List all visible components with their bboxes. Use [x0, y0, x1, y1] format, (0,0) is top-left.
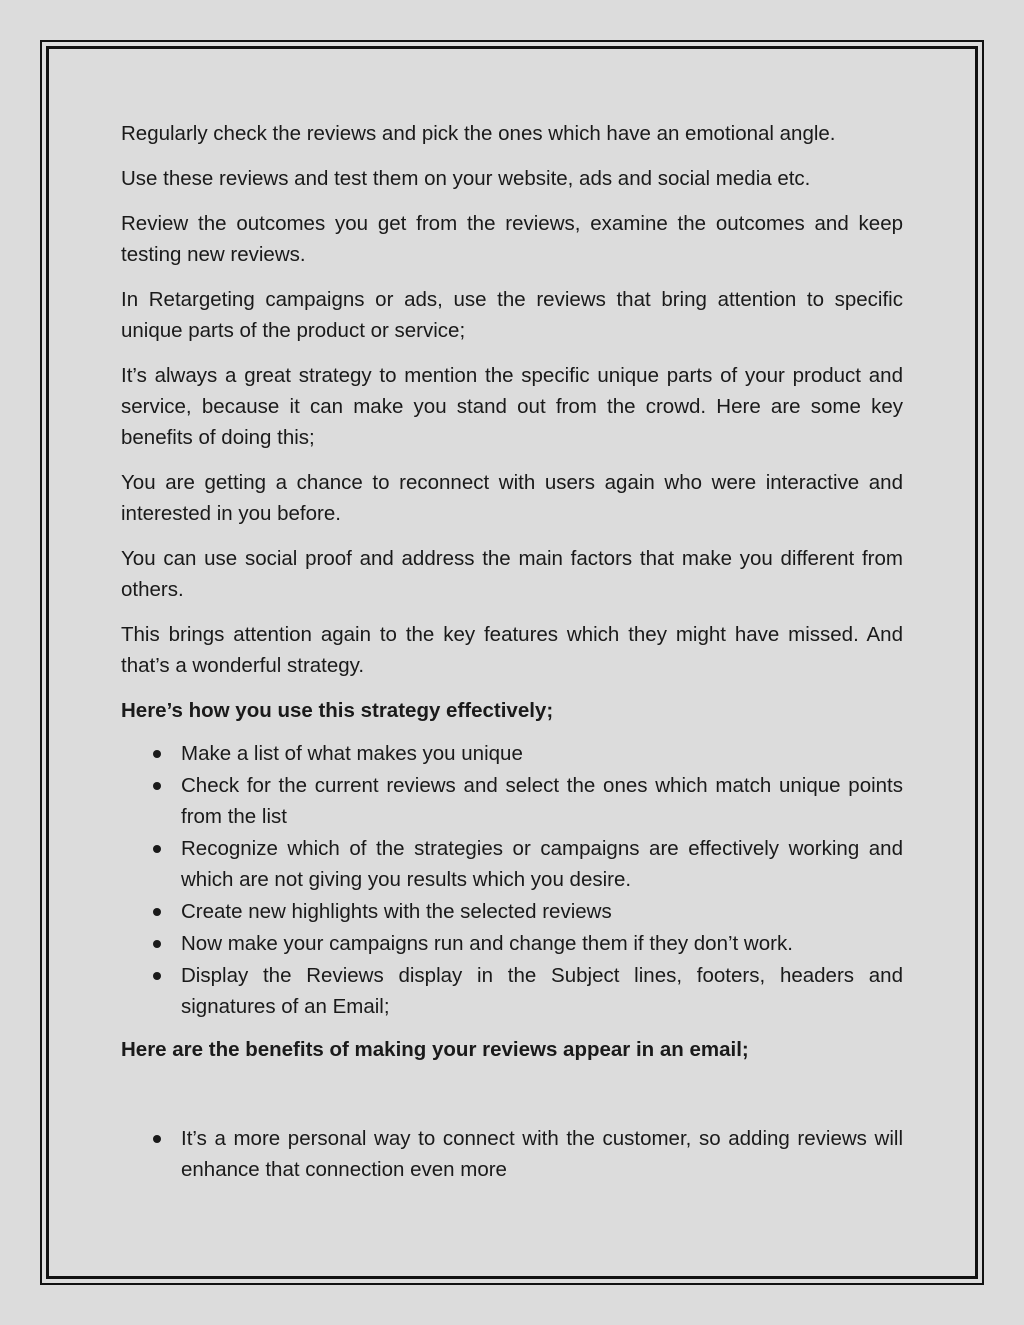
paragraph: Use these reviews and test them on your website, ads and social media etc. [121, 167, 811, 190]
paragraph: You can use social proof and address the main factors that make you different from others. [121, 547, 903, 601]
list-item-text: Check for the current reviews and select the ones which match unique points from the list [181, 774, 903, 828]
bullet-icon [153, 1135, 161, 1143]
bullet-icon [153, 782, 161, 790]
bullet-icon [153, 940, 161, 948]
list-item [121, 738, 903, 769]
list-item-text: It’s a more personal way to connect with the customer, so adding reviews will enhance that connection even more [181, 1127, 903, 1181]
paragraph: In Retargeting campaigns or ads, use the reviews that bring attention to specific unique parts of the product or service; [121, 288, 903, 342]
paragraph: You are getting a chance to reconnect with users again who were interactive and interested in you before. [121, 471, 903, 525]
bullet-icon [153, 972, 161, 980]
list-item [121, 928, 903, 959]
list-item-text: Make a list of what makes you unique [181, 742, 523, 765]
paragraph: Review the outcomes you get from the reviews, examine the outcomes and keep testing new reviews. [121, 212, 903, 266]
benefits-heading: Here are the benefits of making your reviews appear in an email; [121, 1038, 749, 1061]
list-item-text: Display the Reviews display in the Subject lines, footers, headers and signatures of an Email; [181, 964, 903, 1018]
bullet-icon [153, 908, 161, 916]
bullet-icon [153, 750, 161, 758]
document-body [121, 118, 903, 1197]
list-item-text: Now make your campaigns run and change them if they don’t work. [181, 932, 793, 955]
blank-space [121, 1077, 903, 1123]
list-item [121, 960, 903, 1022]
list-item-text: Recognize which of the strategies or campaigns are effectively working and which are not giving you results which you desire. [181, 837, 903, 891]
strategy-list [121, 738, 903, 1022]
bullet-icon [153, 845, 161, 853]
list-item [121, 833, 903, 895]
paragraph: Regularly check the reviews and pick the ones which have an emotional angle. [121, 122, 836, 145]
list-item-text: Create new highlights with the selected reviews [181, 900, 612, 923]
list-item [121, 770, 903, 832]
list-item [121, 1123, 903, 1185]
paragraph: This brings attention again to the key features which they might have missed. And that’s a wonderful strategy. [121, 623, 903, 677]
paragraph: It’s always a great strategy to mention the specific unique parts of your product and service, because it can make you stand out from the crowd. Here are some key benefits of doing this; [121, 364, 903, 449]
strategy-heading: Here’s how you use this strategy effectively; [121, 699, 554, 722]
list-item [121, 896, 903, 927]
benefits-list [121, 1123, 903, 1185]
